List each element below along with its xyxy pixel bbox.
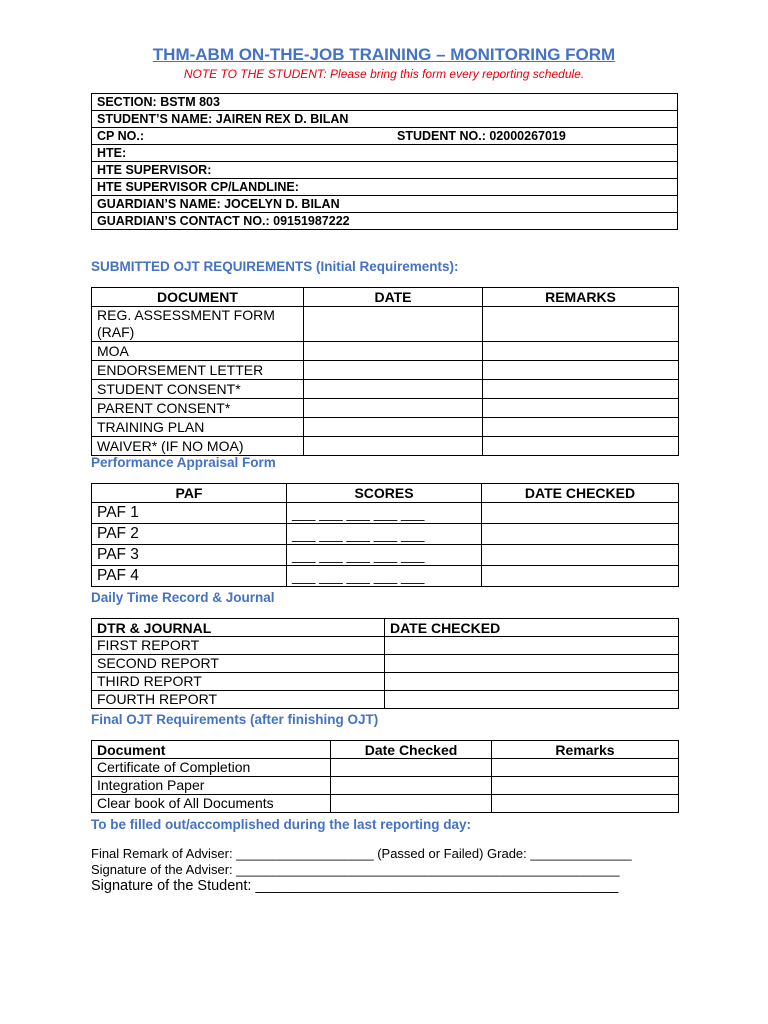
guardian-contact-field: GUARDIAN’S CONTACT NO.: 09151987222 (92, 213, 678, 230)
paf-cell: PAF 4 (92, 566, 287, 587)
report-cell: FIRST REPORT (92, 637, 385, 655)
table-row (92, 213, 678, 230)
column-header: Date Checked (331, 741, 492, 759)
column-header: DATE CHECKED (385, 619, 679, 637)
table-row (92, 637, 679, 655)
remarks-cell[interactable] (483, 437, 679, 456)
paf-cell: PAF 1 (92, 503, 287, 524)
table-row (92, 777, 679, 795)
final-remark-line[interactable]: Final Remark of Adviser: ___________________ (Passed or Failed) Grade: ______________ (91, 846, 632, 861)
document-cell: Clear book of All Documents (92, 795, 331, 813)
document-cell: REG. ASSESSMENT FORM (RAF) (92, 307, 304, 342)
student-note: NOTE TO THE STUDENT: Please bring this form every reporting schedule. (183, 67, 585, 81)
date-checked-cell[interactable] (331, 759, 492, 777)
table-row (92, 342, 679, 361)
guardian-name-field: GUARDIAN’S NAME: JOCELYN D. BILAN (92, 196, 678, 213)
table-row (92, 691, 679, 709)
table-row (92, 524, 679, 545)
form-title: THM-ABM ON-THE-JOB TRAINING – MONITORING FORM (152, 45, 616, 64)
column-header: Document (92, 741, 331, 759)
table-row (92, 418, 679, 437)
document-cell: MOA (92, 342, 304, 361)
column-header: DOCUMENT (92, 288, 304, 307)
date-cell[interactable] (304, 361, 483, 380)
remarks-cell[interactable] (483, 380, 679, 399)
table-header-row (92, 741, 679, 759)
section-field: SECTION: BSTM 803 (92, 94, 678, 111)
date-checked-cell[interactable] (385, 691, 679, 709)
report-cell: SECOND REPORT (92, 655, 385, 673)
table-row (92, 566, 679, 587)
column-header: DTR & JOURNAL (92, 619, 385, 637)
table-row (92, 145, 678, 162)
date-checked-cell[interactable] (482, 524, 679, 545)
table-row (92, 162, 678, 179)
column-header: Remarks (492, 741, 679, 759)
paf-cell: PAF 2 (92, 524, 287, 545)
remarks-cell[interactable] (483, 361, 679, 380)
column-header: REMARKS (483, 288, 679, 307)
date-cell[interactable] (304, 418, 483, 437)
date-cell[interactable] (304, 342, 483, 361)
final-requirements-table (91, 740, 679, 813)
paf-cell: PAF 3 (92, 545, 287, 566)
performance-appraisal-table (91, 483, 679, 587)
hte-field: HTE: (92, 145, 678, 162)
cp-no-field: CP NO.: (97, 129, 144, 143)
remarks-cell[interactable] (492, 795, 679, 813)
date-cell[interactable] (304, 380, 483, 399)
column-header: DATE (304, 288, 483, 307)
final-requirements-heading: Final OJT Requirements (after finishing OJT) (91, 712, 379, 727)
date-checked-cell[interactable] (482, 503, 679, 524)
remarks-cell[interactable] (483, 418, 679, 437)
table-row (92, 196, 678, 213)
performance-appraisal-heading: Performance Appraisal Form (91, 455, 276, 470)
column-header: DATE CHECKED (482, 484, 679, 503)
adviser-signature-line[interactable]: Signature of the Adviser: _____________________________________________________ (91, 862, 620, 877)
student-no-field: STUDENT NO.: 02000267019 (397, 129, 566, 143)
remarks-cell[interactable] (483, 342, 679, 361)
table-row (92, 673, 679, 691)
document-cell: TRAINING PLAN (92, 418, 304, 437)
remarks-cell[interactable] (483, 307, 679, 342)
table-row (92, 380, 679, 399)
table-row (92, 361, 679, 380)
dtr-table (91, 618, 679, 709)
table-header-row (92, 484, 679, 503)
table-header-row (92, 619, 679, 637)
document-cell: WAIVER* (IF NO MOA) (92, 437, 304, 456)
table-row (92, 128, 678, 145)
table-row (92, 399, 679, 418)
date-checked-cell[interactable] (385, 655, 679, 673)
table-row (92, 111, 678, 128)
date-cell[interactable] (304, 307, 483, 342)
hte-supervisor-field: HTE SUPERVISOR: (92, 162, 678, 179)
document-cell: ENDORSEMENT LETTER (92, 361, 304, 380)
document-cell: Certificate of Completion (92, 759, 331, 777)
date-checked-cell[interactable] (331, 777, 492, 795)
table-row (92, 94, 678, 111)
scores-cell[interactable]: ___ ___ ___ ___ ___ (287, 545, 482, 566)
student-info-table (91, 93, 678, 230)
student-name-field: STUDENT’S NAME: JAIREN REX D. BILAN (92, 111, 678, 128)
table-row (92, 437, 679, 456)
hte-supervisor-contact-field: HTE SUPERVISOR CP/LANDLINE: (92, 179, 678, 196)
document-cell: STUDENT CONSENT* (92, 380, 304, 399)
student-signature-line[interactable]: Signature of the Student: _____________________________________________ (91, 878, 619, 894)
date-checked-cell[interactable] (331, 795, 492, 813)
table-row (92, 655, 679, 673)
date-checked-cell[interactable] (482, 566, 679, 587)
report-cell: FOURTH REPORT (92, 691, 385, 709)
table-row (92, 307, 679, 342)
table-row (92, 545, 679, 566)
column-header: SCORES (287, 484, 482, 503)
date-cell[interactable] (304, 437, 483, 456)
initial-requirements-heading: SUBMITTED OJT REQUIREMENTS (Initial Requirements): (91, 259, 459, 274)
date-checked-cell[interactable] (385, 637, 679, 655)
table-row (92, 795, 679, 813)
scores-cell[interactable]: ___ ___ ___ ___ ___ (287, 566, 482, 587)
table-row (92, 503, 679, 524)
dtr-heading: Daily Time Record & Journal (91, 590, 275, 605)
report-cell: THIRD REPORT (92, 673, 385, 691)
cp-no-row (92, 128, 678, 145)
table-row (92, 179, 678, 196)
remarks-cell[interactable] (492, 777, 679, 795)
scores-cell[interactable]: ___ ___ ___ ___ ___ (287, 524, 482, 545)
last-day-heading: To be filled out/accomplished during the last reporting day: (91, 817, 472, 832)
document-cell: Integration Paper (92, 777, 331, 795)
column-header: PAF (92, 484, 287, 503)
remarks-cell[interactable] (483, 399, 679, 418)
initial-requirements-table (91, 287, 679, 456)
remarks-cell[interactable] (492, 759, 679, 777)
scores-cell[interactable]: ___ ___ ___ ___ ___ (287, 503, 482, 524)
date-checked-cell[interactable] (482, 545, 679, 566)
date-cell[interactable] (304, 399, 483, 418)
date-checked-cell[interactable] (385, 673, 679, 691)
table-header-row (92, 288, 679, 307)
table-row (92, 759, 679, 777)
document-cell: PARENT CONSENT* (92, 399, 304, 418)
